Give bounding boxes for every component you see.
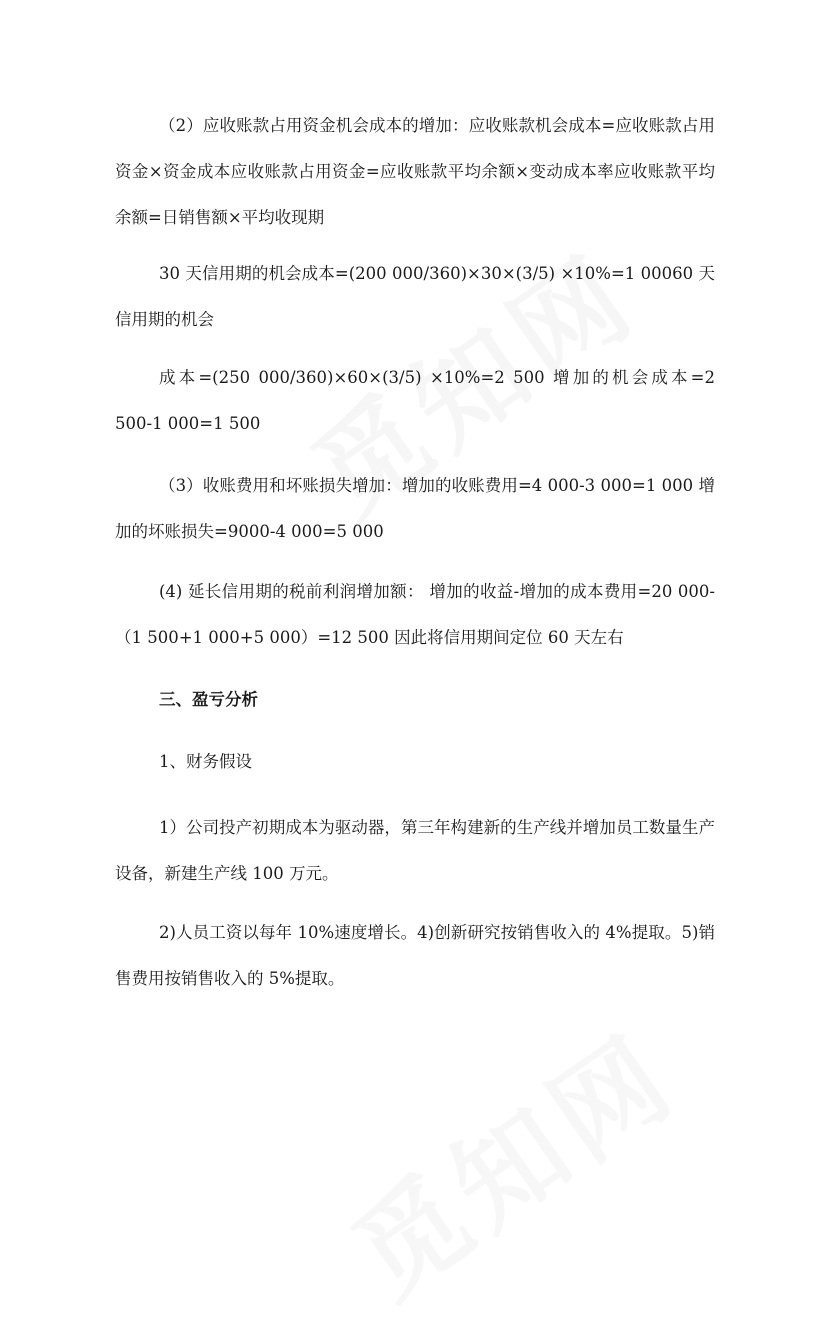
paragraph-opportunity-cost-definition: （2）应收账款占用资金机会成本的增加：应收账款机会成本=应收账款占用资金×资金成本应收账款占用资金=应收账款平均余额×变动成本率应收账款平均余额=日销售额×平均收现期: [115, 116, 715, 227]
paragraph-pretax-profit: (4) 延长信用期的税前利润增加额： 增加的收益-增加的成本费用=20 000-（1 500+1 000+5 000）=12 500 因此将信用期间定位 60 天左右: [115, 582, 715, 647]
paragraph-collection-bad-debt: （3）收账费用和坏账损失增加：增加的收账费用=4 000-3 000=1 000 增加的坏账损失=9000-4 000=5 000: [115, 476, 715, 541]
watermark-bottom: [317, 991, 703, 1327]
paragraph-assumption-1: 1）公司投产初期成本为驱动器，第三年构建新的生产线并增加员工数量生产设备，新建生产线 100 万元。: [115, 818, 715, 883]
subheading-financial-assumptions: 1、财务假设: [159, 752, 252, 771]
paragraph-assumption-2: 2)人员工资以每年 10%速度增长。4)创新研究按销售收入的 4%提取。5)销售费用按销售收入的 5%提取。: [115, 923, 715, 988]
paragraph-60-day-cost: 成本=(250 000/360)×60×(3/5) ×10%=2 500 增加的机会成本=2 500-1 000=1 500: [115, 368, 715, 433]
paragraph-30-day-cost: 30 天信用期的机会成本=(200 000/360)×30×(3/5) ×10%=1 00060 天信用期的机会: [115, 264, 715, 329]
section-heading-breakeven: 三、盈亏分析: [159, 690, 258, 709]
